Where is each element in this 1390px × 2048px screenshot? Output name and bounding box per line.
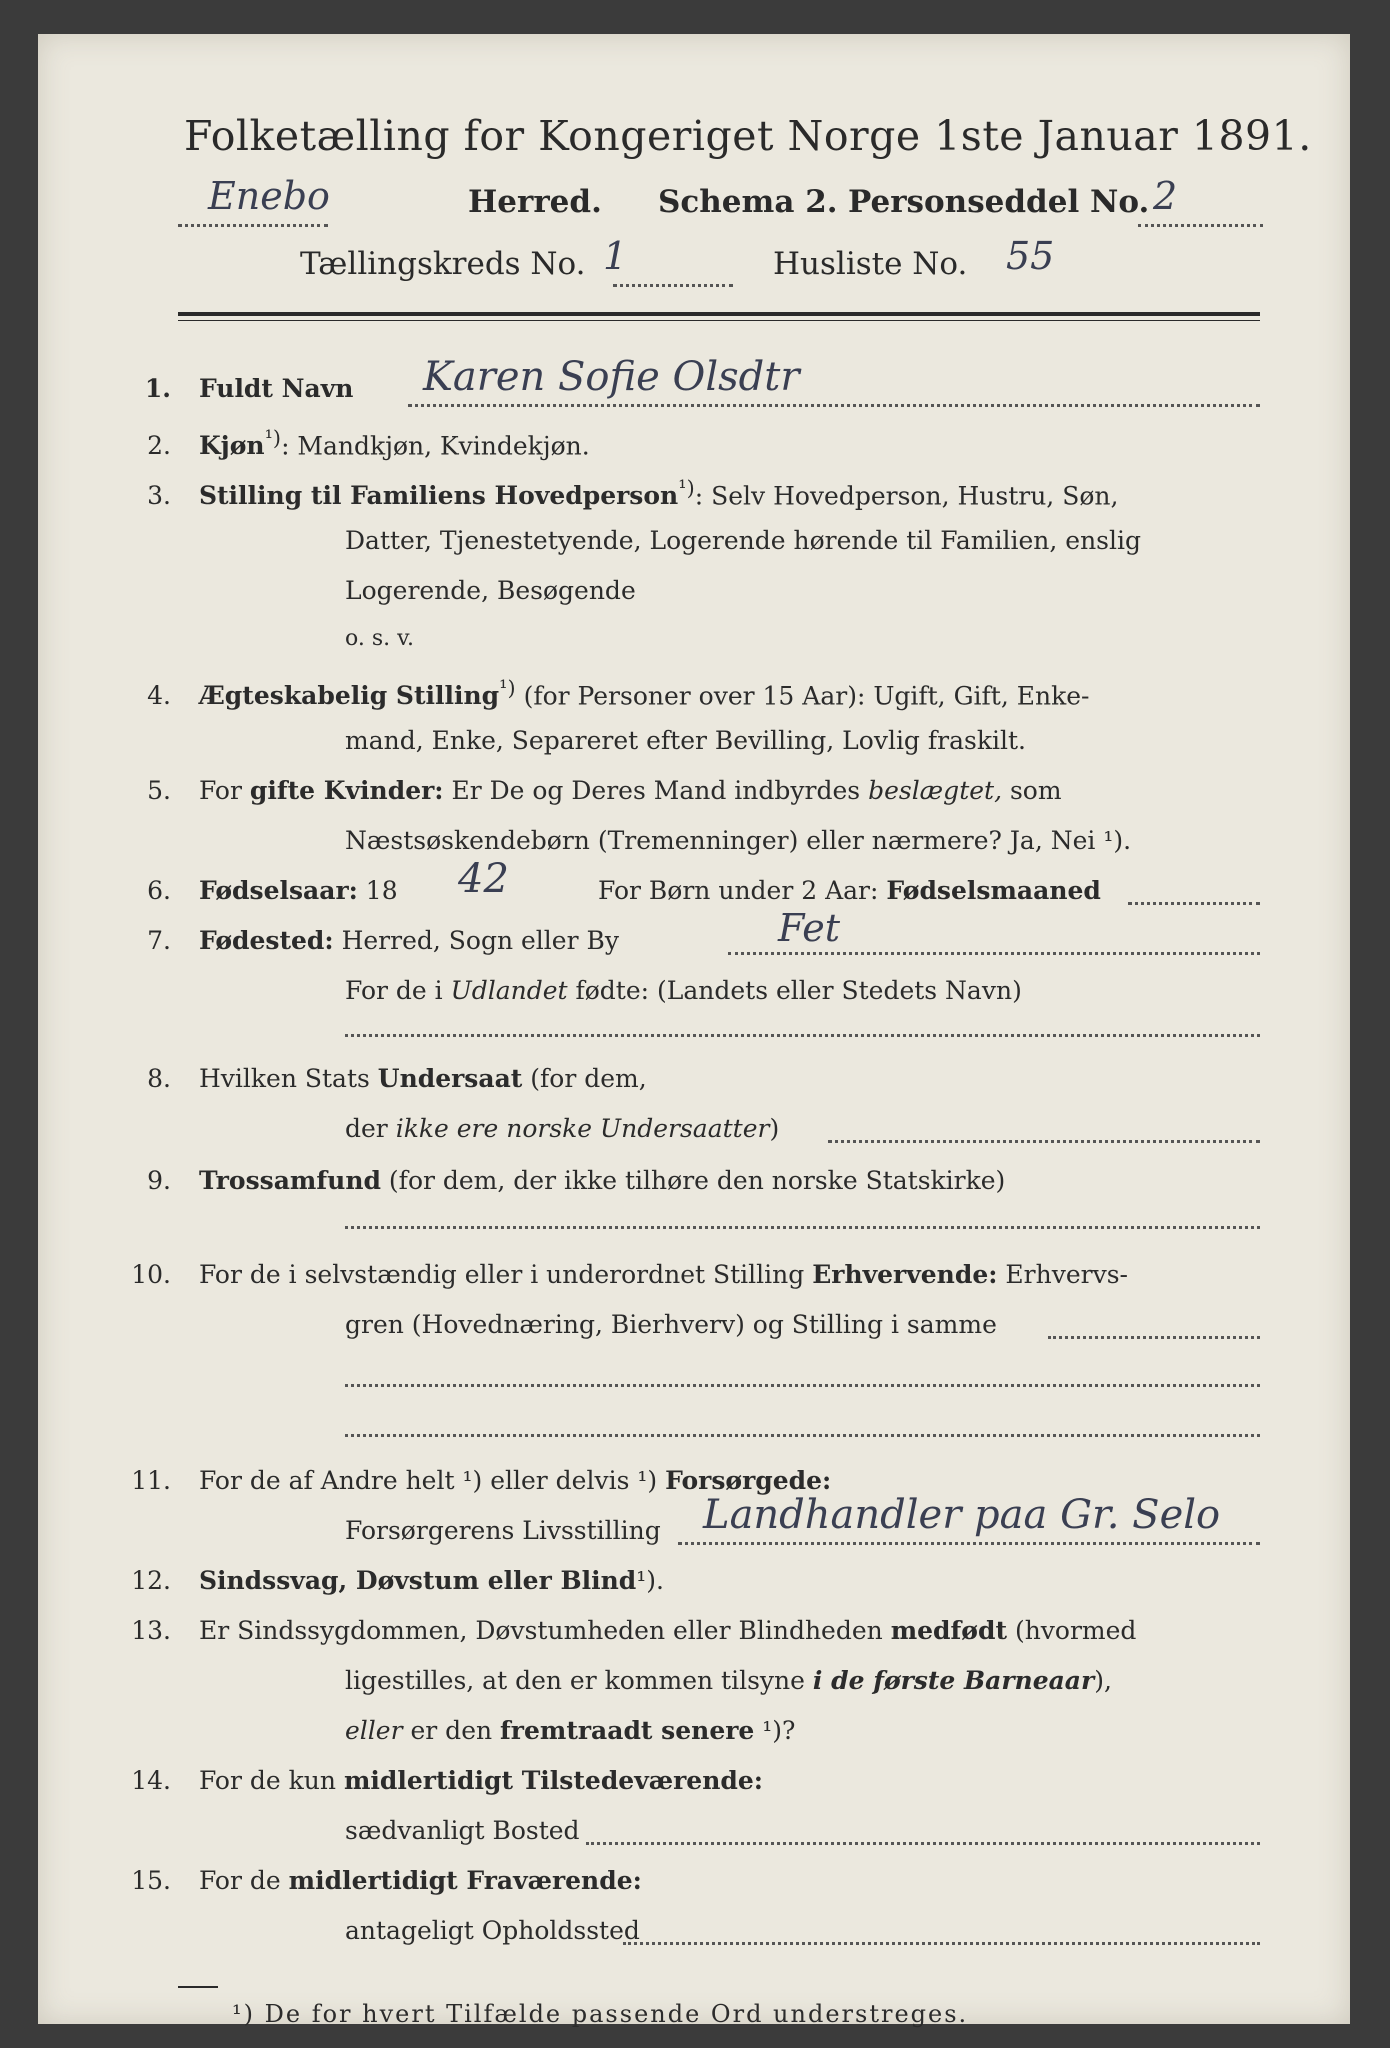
- q7-label: Fødested:: [198, 926, 334, 955]
- q8-row: [123, 1064, 647, 1093]
- q4-number: 4.: [147, 681, 171, 711]
- q5-number: 5.: [147, 776, 171, 805]
- q11-dotline: [678, 1542, 1260, 1545]
- q8-number: 8.: [147, 1064, 171, 1093]
- q6-value: 42: [458, 856, 509, 902]
- husliste-value: 55: [1006, 234, 1055, 278]
- q7-dotline-2: [345, 1034, 1260, 1037]
- herred-value: Enebo: [208, 174, 330, 218]
- q2-row: [123, 426, 590, 460]
- q8-dotline: [828, 1140, 1260, 1143]
- q15-dotline: [623, 1942, 1260, 1945]
- q11-label: Forsørgede:: [665, 1466, 832, 1495]
- q13-line1b: (hvormed: [1007, 1616, 1137, 1645]
- q3-line2: Datter, Tjenestetyende, Logerende hørende til Familien, enslig: [345, 526, 1142, 555]
- q5-label: gifte Kvinder:: [249, 776, 444, 805]
- q8-label: Undersaat: [377, 1064, 523, 1093]
- q7-row: [123, 926, 619, 955]
- q13-line2c: ),: [1094, 1666, 1112, 1695]
- q3-row: [123, 476, 1118, 510]
- q14-number: 14.: [131, 1766, 171, 1795]
- q13-line3b: er den: [402, 1716, 501, 1745]
- q8-line2a: der: [345, 1114, 396, 1143]
- taellingskreds-dotline: [613, 284, 733, 287]
- q13-line2: [345, 1666, 1112, 1695]
- q1-number: 1.: [144, 374, 171, 403]
- q7-line2c: fødte: (Landets eller Stedets Navn): [567, 976, 1022, 1005]
- q5-line1c: som: [1002, 776, 1062, 805]
- q7-line2b: Udlandet: [450, 976, 568, 1005]
- q5-pre: For: [198, 776, 250, 805]
- form-title: Folketælling for Kongeriget Norge 1ste Januar 1891.: [184, 112, 1312, 160]
- q8-line2: [345, 1114, 779, 1143]
- census-form-page: [38, 34, 1350, 2024]
- q11-number: 11.: [131, 1466, 171, 1495]
- q3-line3: Logerende, Besøgende: [345, 576, 636, 605]
- q11-value: Landhandler paa Gr. Selo: [703, 1492, 1221, 1538]
- q6-dotline: [1128, 902, 1260, 905]
- q6-label2: Fødselsmaaned: [886, 876, 1101, 905]
- q8-pre: Hvilken Stats: [198, 1064, 378, 1093]
- q2-label: Kjøn: [198, 431, 265, 461]
- q8-line1: (for dem,: [522, 1064, 647, 1093]
- q7-dotline: [728, 952, 1260, 955]
- q3-line1: : Selv Hovedperson, Hustru, Søn,: [694, 481, 1119, 511]
- q10-line1b: Erhvervs-: [997, 1260, 1128, 1289]
- q4-label: Ægteskabelig Stilling: [198, 681, 500, 711]
- q6-second: [598, 876, 1101, 905]
- q8-line2c: ): [769, 1114, 780, 1143]
- q5-row: [123, 776, 1062, 805]
- taellingskreds-value: 1: [603, 234, 628, 278]
- q4-line2: mand, Enke, Separeret efter Bevilling, Lovlig fraskilt.: [345, 726, 1026, 755]
- footnote: ¹) De for hvert Tilfælde passende Ord understreges.: [232, 2000, 969, 2028]
- q13-row: [123, 1616, 1136, 1645]
- q9-label: Trossamfund: [198, 1166, 381, 1195]
- q13-line2a: ligestilles, at den er kommen tilsyne: [345, 1666, 813, 1695]
- personseddel-dotline: [1138, 224, 1263, 227]
- q7-line2: [345, 976, 1022, 1005]
- q1-row: [123, 374, 353, 403]
- header-rule-thick: [178, 312, 1260, 316]
- taellingskreds-label: Tællingskreds No.: [300, 246, 586, 282]
- q6-mid: For Børn under 2 Aar:: [598, 876, 887, 905]
- q12-label: Sindssvag, Døvstum eller Blind: [198, 1566, 637, 1595]
- q7-number: 7.: [147, 926, 171, 955]
- q11-line1a: For de af Andre helt ¹) eller delvis ¹): [198, 1466, 666, 1495]
- personseddel-value: 2: [1153, 174, 1178, 218]
- q4-row: [123, 676, 1089, 710]
- q14-label: midlertidigt Tilstedeværende:: [343, 1766, 763, 1795]
- husliste-label: Husliste No.: [773, 246, 968, 282]
- q12-row: [123, 1566, 664, 1595]
- q1-label: Fuldt Navn: [198, 374, 354, 403]
- footnote-rule: [178, 1986, 218, 1988]
- q10-dotline-1: [1048, 1336, 1260, 1339]
- q9-number: 9.: [147, 1166, 171, 1195]
- q15-row: [123, 1866, 642, 1895]
- q10-dotline-2: [345, 1384, 1260, 1387]
- q10-line1a: For de i selvstændig eller i underordnet Stilling: [198, 1260, 813, 1289]
- q14-line2: sædvanligt Bosted: [345, 1816, 580, 1845]
- q13-label2: fremtraadt senere: [500, 1716, 755, 1745]
- q13-line3: [345, 1716, 795, 1745]
- q10-number: 10.: [131, 1260, 171, 1289]
- q13-line3c: ¹)?: [754, 1716, 796, 1745]
- schema-label: Schema 2.: [658, 184, 838, 220]
- q4-line1: (for Personer over 15 Aar): Ugift, Gift, Enke-: [515, 681, 1090, 711]
- q6-prefix: 18: [357, 876, 398, 905]
- q14-line1a: For de kun: [198, 1766, 344, 1795]
- q6-number: 6.: [147, 876, 171, 905]
- q1-dotline: [408, 404, 1260, 407]
- q13-line3a: eller: [345, 1716, 403, 1745]
- q14-row: [123, 1766, 763, 1795]
- q15-label: midlertidigt Fraværende:: [288, 1866, 642, 1895]
- q9-row: [123, 1166, 1005, 1195]
- q13-number: 13.: [131, 1616, 171, 1645]
- q13-label: medfødt: [890, 1616, 1007, 1645]
- q1-value: Karen Sofie Olsdtr: [423, 354, 800, 400]
- q15-line1a: For de: [198, 1866, 289, 1895]
- q7-value: Fet: [778, 906, 841, 950]
- q7-text: Herred, Sogn eller By: [333, 926, 619, 955]
- q3-number: 3.: [147, 481, 171, 511]
- q10-label: Erhvervende:: [812, 1260, 998, 1289]
- q13-line2b: i de første Barneaar: [812, 1666, 1095, 1695]
- herred-dotline: [178, 224, 328, 227]
- q11-row: [123, 1466, 831, 1495]
- q15-number: 15.: [131, 1866, 171, 1895]
- q10-line2: gren (Hovednæring, Bierhverv) og Stilling i samme: [345, 1310, 997, 1339]
- q15-line2: antageligt Opholdssted: [345, 1916, 640, 1945]
- q9-text: (for dem, der ikke tilhøre den norske Statskirke): [380, 1166, 1006, 1195]
- q5-line1a: Er De og Deres Mand indbyrdes: [443, 776, 869, 805]
- q2-text: : Mandkjøn, Kvindekjøn.: [281, 431, 590, 461]
- q4-sup: ¹): [499, 676, 516, 700]
- q2-number: 2.: [147, 431, 171, 461]
- q2-sup: ¹): [264, 426, 282, 450]
- header-rule-thin: [178, 320, 1260, 321]
- personseddel-label: Personseddel No.: [848, 184, 1150, 220]
- q10-dotline-3: [345, 1434, 1260, 1437]
- q10-row: [123, 1260, 1128, 1289]
- q6-label: Fødselsaar:: [198, 876, 358, 905]
- q5-line2: Næstsøskendebørn (Tremenninger) eller nærmere? Ja, Nei ¹).: [345, 826, 1132, 855]
- herred-label: Herred.: [468, 184, 602, 220]
- q12-number: 12.: [131, 1566, 171, 1595]
- q9-dotline: [345, 1226, 1260, 1229]
- q13-line1a: Er Sindssygdommen, Døvstumheden eller Blindheden: [198, 1616, 891, 1645]
- q5-line1b: beslægtet,: [868, 776, 1003, 805]
- q3-sup: ¹): [678, 476, 695, 500]
- q7-line2a: For de i: [345, 976, 451, 1005]
- q3-line4: o. s. v.: [345, 626, 414, 651]
- q14-dotline: [586, 1842, 1260, 1845]
- q11-line2: Forsørgerens Livsstilling: [345, 1516, 661, 1545]
- q6-row: [123, 876, 398, 905]
- q12-sup: ¹).: [636, 1566, 664, 1595]
- q3-label: Stilling til Familiens Hovedperson: [198, 481, 679, 511]
- q8-line2b: ikke ere norske Undersaatter: [395, 1114, 770, 1143]
